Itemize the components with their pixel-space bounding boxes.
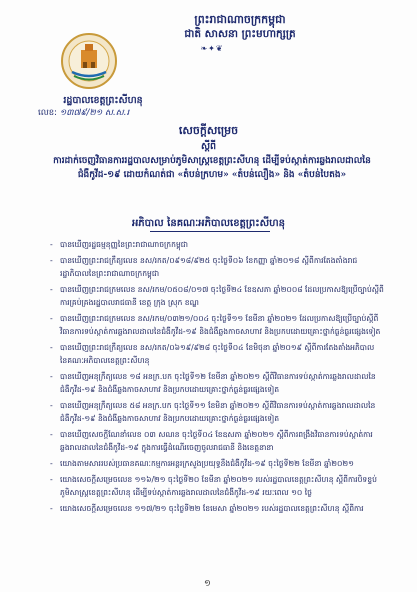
citation-item: - បានឃើញព្រះរាជក្រឹត្យលេខ នស/រកត/០៩១៨/៩២៥ ចុះថ្ងៃទី០៦ ខែកញ្ញា ឆ្នាំ២០១៨ ស្ដីពីការតែងតាំងរាជរដ្ឋាភិបាលនៃព្រះរាជាណាចក្រកម្ពុជា (50, 254, 385, 280)
decision-subject: ការដាក់ចេញវិធានការរដ្ឋបាលសម្រាប់ភូមិសាស្ត្រខេត្តព្រះសីហនុ ដើម្បីទប់ស្កាត់ការឆ្លងរាលដាលនៃជំងឺកូវីដ-១៩ ដោយកំណត់ជា «តំបន់ក្រហម» «តំបន់លឿង» និង «តំបន់បៃតង» (53, 156, 371, 180)
ornament-divider: ❧✦❦ (200, 44, 224, 53)
citation-item: - បានឃើញព្រះរាជក្រមលេខ នស/រកម/០៥០៨/០១៧ ចុះថ្ងៃទី២៤ ខែឧសភា ឆ្នាំ២០០៨ ដែលប្រកាសឱ្យប្រើច្បាប់ស្ដីពីការគ្រប់គ្រងរដ្ឋបាលរាជធានី ខេត្ត ក្រុង ស្រុក ខណ្ឌ (50, 283, 385, 309)
about-label: ស្ដីពី (200, 141, 217, 152)
citation-item: - បានឃើញព្រះរាជក្រមលេខ នស/រកម/០៣២១/០០៤ ចុះថ្ងៃទី១១ ខែមីនា ឆ្នាំ២០២១ ដែលប្រកាសឱ្យប្រើច្បាប់ស្ដីពីវិធានការទប់ស្កាត់ការឆ្លងរាលដាលនៃជំងឺកូវីដ-១៩ និងជំងឺឆ្លងកាចសាហាវ និងប្រកបដោយគ្រោះថ្នាក់ធ្ងន់ធ្ងរផ្សេងទៀត (50, 312, 385, 338)
citation-item: - បានឃើញអនុក្រឹត្យលេខ ៥៨ អនក្រ.បក ចុះថ្ងៃទី១១ ខែមិនា ឆ្នាំ២០២១ ស្ដីពីវិធានការទប់ស្កាត់ការឆ្លងរាលដាលនៃជំងឺកូវីដ-១៩ និងជំងឺឆ្លងកាចសាហាវ និងប្រកបដោយគ្រោះថ្នាក់ធ្ងន់ធ្ងរផ្សេងទៀត (50, 399, 385, 425)
citation-item: - យោងសេចក្ដីសម្រេចលេខ ១១៧/២១ ចុះថ្ងៃទី២២ ខែមេសា ឆ្នាំ២០២១ របស់រដ្ឋបាលខេត្តព្រះសីហនុ ស្ដីពីការ (50, 502, 385, 515)
citation-item: - យោងសេចក្ដីសម្រេចលេខ ១១៦/២១ ចុះថ្ងៃទី២០ ខែមីនា ឆ្នាំ២០២១ របស់រដ្ឋបាលខេត្តព្រះសីហនុ ស្ដីពីការបិទខ្ទប់ភូមិសាស្ត្រខេត្តព្រះសីហនុ ដើម្បីទប់ស្កាត់ការឆ្លងរាលដាលនៃជំងឺកូវីដ-១៩ រយៈពេល ១០ ថ្ងៃ (50, 473, 385, 499)
page-mark: ១ (204, 579, 211, 589)
reference-number (38, 108, 168, 120)
kingdom-heading: ព្រះរាជាណាចក្រកម្ពុជា (194, 13, 286, 26)
authority-heading: អភិបាល នៃគណៈអភិបាលខេត្តព្រះសីហនុ (131, 218, 286, 229)
reference-prefix: លេខ: (38, 108, 58, 118)
citation-item: - បានឃើញរដ្ឋធម្មនុញ្ញនៃព្រះរាជាណាចក្រកម្ពុជា (50, 238, 385, 251)
citation-item: - យោងតាមសាររបស់ប្រធានគណៈកម្មការអន្តរក្រសួងប្រយុទ្ធនឹងជំងឺកូវីដ-១៩ ចុះថ្ងៃទី២២ ខែមីនា ឆ្នាំ២០២១ (50, 457, 385, 470)
issuing-authority: រដ្ឋបាលខេត្តព្រះសីហនុ (63, 95, 143, 106)
citation-item: - បានឃើញអនុក្រឹត្យលេខ ១៨ អនក្រ.បក ចុះថ្ងៃទី១២ ខែមីនា ឆ្នាំ២០២១ ស្ដីពីវិធានការទប់ស្កាត់ការឆ្លងរាលដាលនៃជំងឺកូវីដ-១៩ និងជំងឺឆ្លងកាចសាហាវ និងប្រកបដោយគ្រោះថ្នាក់ធ្ងន់ធ្ងរផ្សេងទៀត (50, 370, 385, 396)
provincial-seal-logo (60, 32, 118, 90)
reference-value: ១៣៧៩/២១ ស.ស.រ (59, 108, 130, 118)
legal-citations-list (50, 238, 385, 518)
citation-item: - បានឃើញសេចក្ដីណែនាំលេខ ០៣ សណន ចុះថ្ងៃទី០៤ ខែឧសភា ឆ្នាំ២០២១ ស្ដីពីការពង្រឹងវិធានការទប់ស្កាត់ការឆ្លងរាលដាលនៃជំងឺកូវីដ-១៩ ក្នុងការធ្វើដំណើរចេញចូលរាជធានី និងខេត្តនានា (50, 428, 385, 454)
decision-title: សេចក្ដីសម្រេច (178, 124, 239, 137)
national-motto: ជាតិ សាសនា ព្រះមហាក្សត្រ (184, 28, 296, 40)
citation-item: - បានឃើញព្រះរាជក្រឹត្យលេខ នស/រកត/០៦១៩/៩២៨ ចុះថ្ងៃទី០៤ ខែមិថុនា ឆ្នាំ២០១៩ ស្ដីពីការតែងតាំងអភិបាល នៃគណៈអភិបាលខេត្តព្រះសីហនុ (50, 341, 385, 367)
heading-underline (150, 231, 270, 232)
